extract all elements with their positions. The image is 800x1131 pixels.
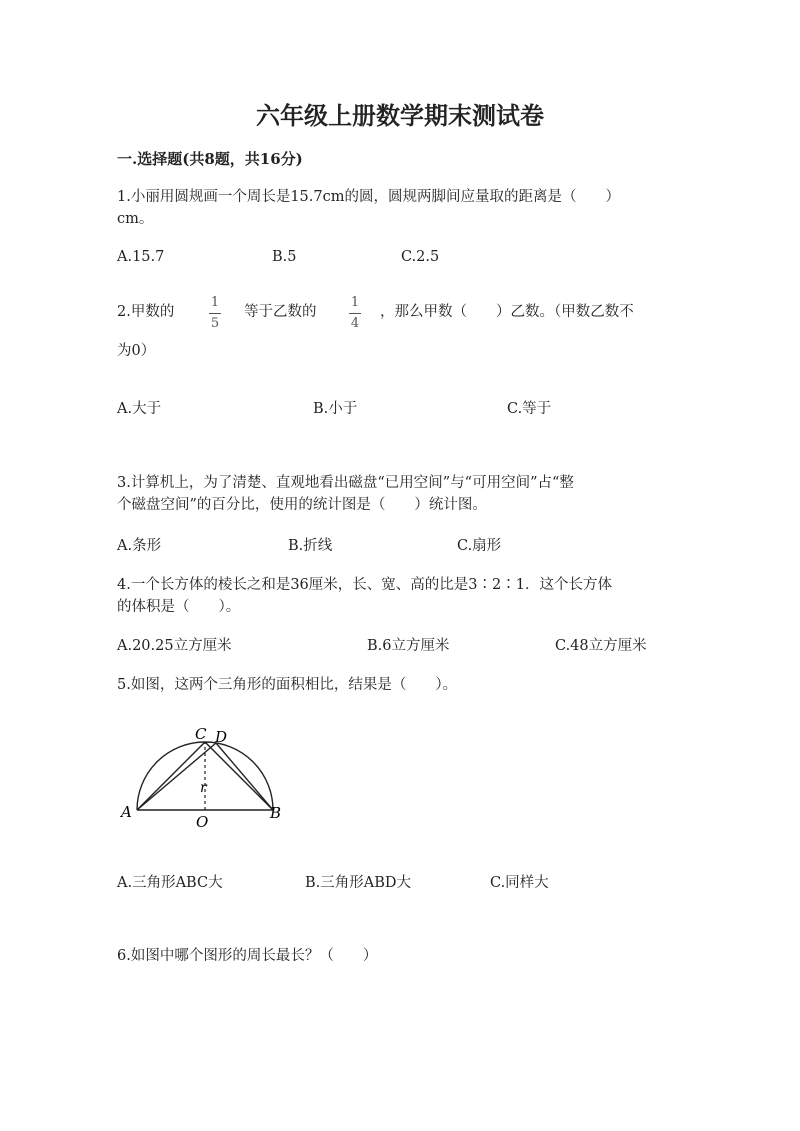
question-5-line-1: 5.如图，这两个三角形的面积相比，结果是（ ）。 [117,677,458,693]
question-1-line-1: 1.小丽用圆规画一个周长是15.7cm的圆，圆规两脚间应量取的距离是（ ） [117,189,620,205]
label-o: O [196,813,209,831]
fraction-numerator: 1 [350,295,360,310]
question-4-option-a[interactable]: A.20.25立方厘米 [117,638,232,654]
fraction-numerator: 1 [210,295,220,310]
question-4-line-2: 的体积是（ ）。 [117,599,241,615]
question-1-option-b[interactable]: B.5 [272,249,297,265]
question-2-option-a[interactable]: A.大于 [117,401,162,417]
question-4-option-b[interactable]: B.6立方厘米 [367,638,450,654]
question-3-line-2: 个磁盘空间”的百分比，使用的统计图是（ ）统计图。 [117,497,487,513]
question-2-suffix: ，那么甲数（ ）乙数。（甲数乙数不 [380,304,634,320]
question-1-option-a[interactable]: A.15.7 [117,249,165,265]
semicircle-triangle-figure [115,722,300,832]
question-2-option-b[interactable]: B.小于 [313,401,358,417]
question-5-option-a[interactable]: A.三角形ABC大 [117,875,223,891]
label-r: r [200,780,207,796]
question-3-option-c[interactable]: C.扇形 [457,538,502,554]
question-3-option-b[interactable]: B.折线 [288,538,333,554]
question-2-option-c[interactable]: C.等于 [507,401,552,417]
segment-ad [137,743,216,810]
label-d: D [215,728,228,746]
question-4-line-1: 4.一个长方体的棱长之和是36厘米，长、宽、高的比是3∶2∶1．这个长方体 [117,577,612,593]
question-5-option-b[interactable]: B.三角形ABD大 [305,875,412,891]
page-title: 六年级上册数学期末测试卷 [256,101,544,130]
question-3-option-a[interactable]: A.条形 [117,538,162,554]
segment-ac [137,742,205,810]
fraction-denominator: 4 [350,316,360,331]
question-1-line-2: cm。 [117,211,154,227]
section-heading: 一.选择题(共8题，共16分) [117,150,303,168]
label-c: C [195,725,207,743]
fraction-denominator: 5 [210,316,220,331]
question-3-line-1: 3.计算机上，为了清楚、直观地看出磁盘“已用空间”与“可用空间”占“整 [117,475,574,491]
fraction-one-fifth [208,296,222,331]
question-2-prefix: 2.甲数的 [117,304,175,320]
question-5-option-c[interactable]: C.同样大 [490,875,549,891]
label-b: B [270,804,282,822]
fraction-one-fourth [348,296,362,331]
question-1-option-c[interactable]: C.2.5 [401,249,440,265]
question-4-option-c[interactable]: C.48立方厘米 [555,638,647,654]
question-2-middle: 等于乙数的 [244,304,317,320]
segment-cb [205,742,273,810]
question-6-line-1: 6.如图中哪个图形的周长最长？（ ） [117,948,378,964]
label-a: A [121,803,132,821]
question-2-line-2: 为0） [117,343,156,359]
